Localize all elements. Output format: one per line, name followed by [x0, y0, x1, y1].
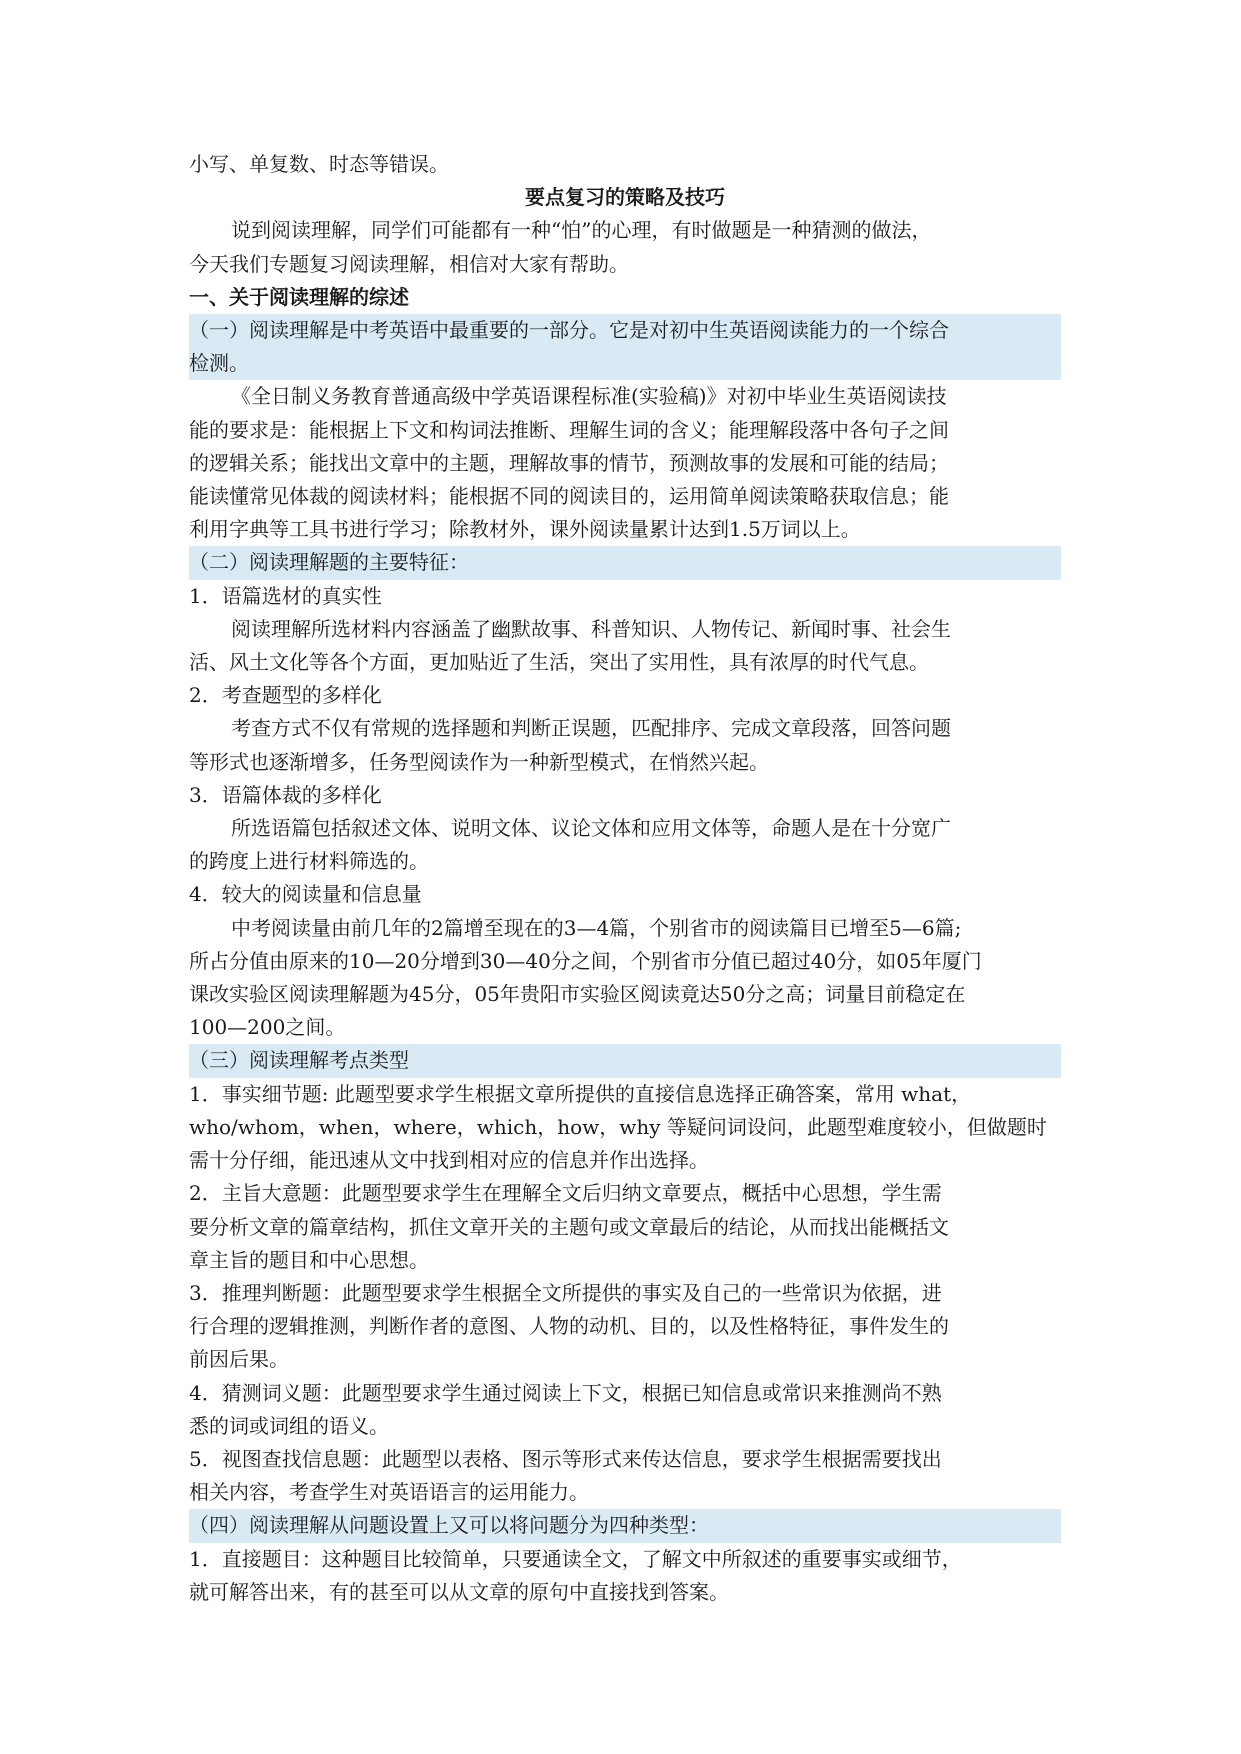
text-line: 相关内容，考查学生对英语语言的运用能力。	[189, 1480, 589, 1505]
text-line: 3．推理判断题：此题型要求学生根据全文所提供的事实及自己的一些常识为依据，进	[189, 1280, 942, 1305]
text-line: 5．视图查找信息题：此题型以表格、图示等形式来传达信息，要求学生根据需要找出	[189, 1446, 942, 1471]
text-line: 要分析文章的篇章结构，抓住文章开关的主题句或文章最后的结论，从而找出能概括文	[189, 1214, 949, 1239]
text-line: 小写、单复数、时态等错误。	[189, 152, 449, 176]
text-line: 4．较大的阅读量和信息量	[189, 882, 422, 907]
text-line: 2．考查题型的多样化	[189, 683, 382, 708]
text-line: 悉的词或词组的语义。	[189, 1413, 389, 1438]
text-line: 3．语篇体裁的多样化	[189, 782, 382, 807]
highlighted-heading: （二）阅读理解题的主要特征：	[189, 546, 1061, 579]
text-line: 的跨度上进行材料筛选的。	[189, 849, 429, 874]
section-title: 要点复习的策略及技巧	[525, 185, 725, 210]
text-line: 章主旨的题目和中心思想。	[189, 1247, 429, 1272]
text-line: 能读懂常见体裁的阅读材料；能根据不同的阅读目的，运用简单阅读策略获取信息；能	[189, 484, 949, 509]
text-line: 1．直接题目：这种题目比较简单，只要通读全文，了解文中所叙述的重要事实或细节，	[189, 1546, 962, 1571]
section-heading: 一、关于阅读理解的综述	[189, 284, 409, 309]
text-line: who/whom，when，where，which，how，why 等疑问词设问，此题型难度较小，但做题时	[189, 1114, 1047, 1139]
document-page	[189, 148, 1061, 1609]
paragraph-line: 《全日制义务教育普通高级中学英语课程标准(实验稿)》对初中毕业生英语阅读技	[231, 384, 947, 409]
highlighted-heading: （四）阅读理解从问题设置上又可以将问题分为四种类型：	[189, 1509, 1061, 1542]
text-line: 前因后果。	[189, 1347, 289, 1372]
text-line: 1．语篇选材的真实性	[189, 583, 382, 608]
paragraph-line: 说到阅读理解，同学们可能都有一种“怕”的心理，有时做题是一种猜测的做法，	[231, 218, 932, 243]
text-line: 今天我们专题复习阅读理解，相信对大家有帮助。	[189, 251, 629, 276]
text-line: 利用字典等工具书进行学习；除教材外，课外阅读量累计达到1.5万词以上。	[189, 517, 861, 542]
text-line: 需十分仔细，能迅速从文中找到相对应的信息并作出选择。	[189, 1148, 709, 1173]
text-line: 4．猜测词义题：此题型要求学生通过阅读上下文，根据已知信息或常识来推测尚不熟	[189, 1380, 942, 1405]
text-line: 行合理的逻辑推测，判断作者的意图、人物的动机、目的，以及性格特征，事件发生的	[189, 1314, 949, 1339]
paragraph-line: 阅读理解所选材料内容涵盖了幽默故事、科普知识、人物传记、新闻时事、社会生	[231, 616, 951, 641]
paragraph-line: 所选语篇包括叙述文体、说明文体、议论文体和应用文体等，命题人是在十分宽广	[231, 816, 951, 841]
highlighted-heading: （三）阅读理解考点类型	[189, 1044, 1061, 1077]
text-line: 100—200之间。	[189, 1015, 346, 1040]
text-line: 所占分值由原来的10—20分增到30—40分之间，个别省市分值已超过40分，如05年厦门	[189, 948, 982, 973]
text-line: 等形式也逐渐增多，任务型阅读作为一种新型模式，在悄然兴起。	[189, 749, 769, 774]
text-line: 1．事实细节题: 此题型要求学生根据文章所提供的直接信息选择正确答案，常用 what，	[189, 1081, 972, 1106]
text-line: 活、风土文化等各个方面，更加贴近了生活，突出了实用性，具有浓厚的时代气息。	[189, 650, 929, 675]
text-line: 的逻辑关系；能找出文章中的主题，理解故事的情节，预测故事的发展和可能的结局；	[189, 450, 949, 475]
text-line: 能的要求是：能根据上下文和构词法推断、理解生词的含义；能理解段落中各句子之间	[189, 417, 949, 442]
text-line: 课改实验区阅读理解题为45分，05年贵阳市实验区阅读竟达50分之高；词量目前稳定在	[189, 982, 966, 1007]
text-line: 就可解答出来，有的甚至可以从文章的原句中直接找到答案。	[189, 1579, 729, 1604]
highlighted-heading: 检测。	[189, 347, 1061, 380]
highlighted-heading: （一）阅读理解是中考英语中最重要的一部分。它是对初中生英语阅读能力的一个综合	[189, 314, 1061, 347]
paragraph-line: 中考阅读量由前几年的2篇增至现在的3—4篇，个别省市的阅读篇目已增至5—6篇;	[231, 915, 962, 940]
paragraph-line: 考查方式不仅有常规的选择题和判断正误题，匹配排序、完成文章段落，回答问题	[231, 716, 951, 741]
text-line: 2．主旨大意题：此题型要求学生在理解全文后归纳文章要点，概括中心思想，学生需	[189, 1181, 942, 1206]
